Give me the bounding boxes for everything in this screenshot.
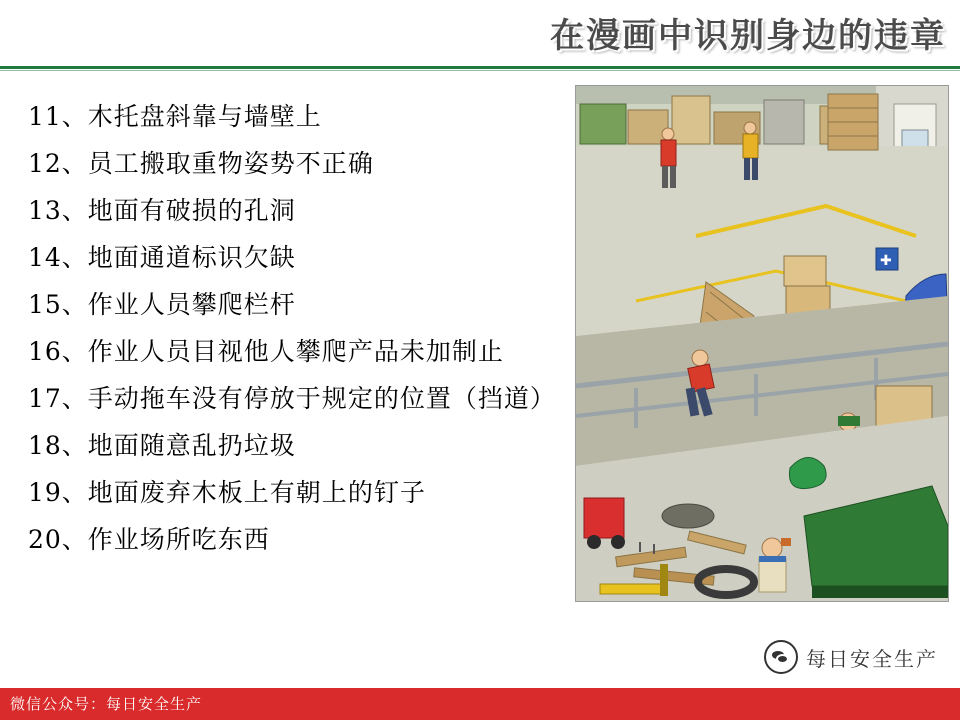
title-divider	[0, 66, 960, 69]
list-item: 20、作业场所吃东西	[28, 525, 270, 554]
footer-bar: 微信公众号：每日安全生产	[0, 688, 960, 720]
list-item: 12、员工搬取重物姿势不正确	[28, 149, 374, 178]
page-title: 在漫画中识别身边的违章	[550, 16, 946, 56]
wechat-icon	[764, 640, 798, 674]
list-item: 17、手动拖车没有停放于规定的位置（挡道）	[28, 384, 556, 413]
violation-list	[28, 102, 556, 574]
list-item: 13、地面有破损的孔洞	[28, 196, 296, 225]
title-divider-secondary	[0, 70, 960, 71]
list-item: 19、地面废弃木板上有朝上的钉子	[28, 478, 426, 507]
warehouse-cartoon-image	[575, 85, 949, 602]
list-item: 16、作业人员目视他人攀爬产品未加制止	[28, 337, 504, 366]
wechat-badge	[764, 640, 938, 674]
wechat-badge-label: 每日安全生产	[806, 646, 938, 671]
list-item: 18、地面随意乱扔垃圾	[28, 431, 296, 460]
svg-text:✚: ✚	[880, 253, 892, 269]
list-item: 14、地面通道标识欠缺	[28, 243, 296, 272]
cartoon-svg	[576, 86, 948, 601]
list-item: 15、作业人员攀爬栏杆	[28, 290, 296, 319]
list-item: 11、木托盘斜靠与墙壁上	[28, 102, 322, 131]
